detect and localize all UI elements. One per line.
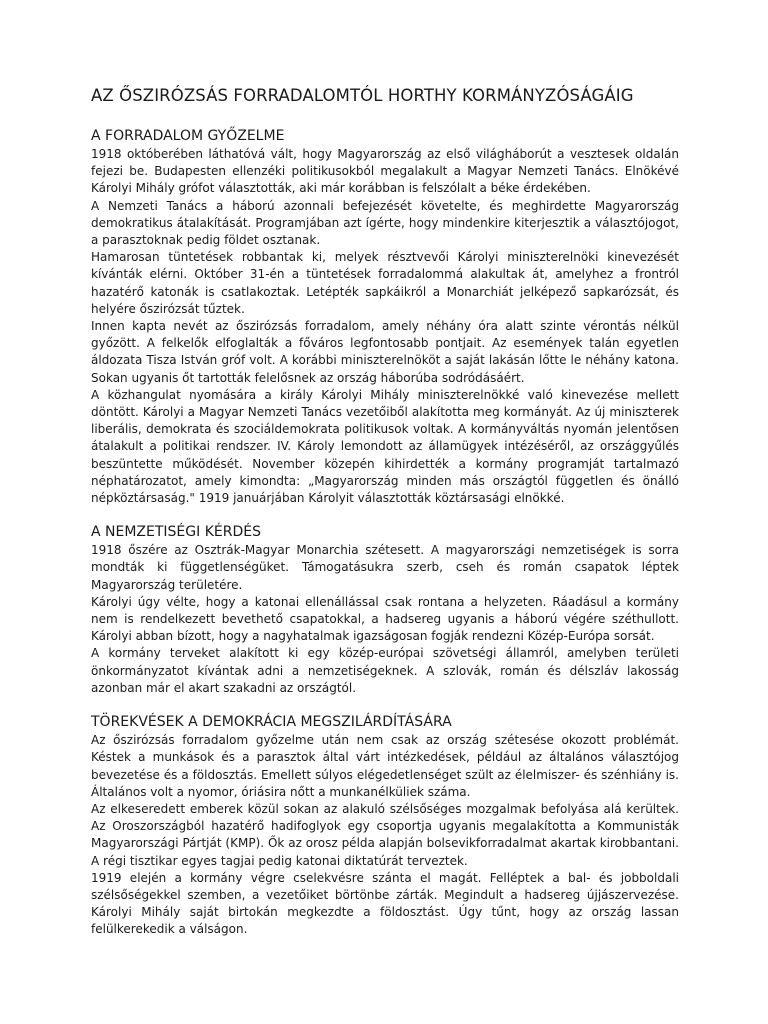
paragraph: A kormány terveket alakított ki egy közép-európai szövetségi államról, amelyben területi önkormányzatot kívántak adni a nemzetiségeknek. A szlovák, román és délszláv lakosság azonban már el akart szakadni az országtól. [91,646,679,695]
paragraph: 1918 őszére az Osztrák-Magyar Monarchia szétesett. A magyarországi nemzetiségek is sorra mondták ki függetlenségüket. Támogatásukra szerb, cseh és román csapatok léptek Magyarország területére. [91,543,679,592]
section-forradalom-gyozelme [91,126,679,507]
section-heading: A FORRADALOM GYŐZELME [91,128,285,144]
document-title: AZ ŐSZIRÓZSÁS FORRADALOMTÓL HORTHY KORMÁNYZÓSÁGÁIG [91,86,634,105]
section-heading: A NEMZETISÉGI KÉRDÉS [91,524,261,541]
paragraph: 1919 elején a kormány végre cselekvésre szánta el magát. Felléptek a bal- és jobboldali szélsőségekkel szemben, a vezetőiket börtönbe zárták. Megindult a hadsereg újjászervezése. Károlyi Mihály saját birtokán megkezdte a földosztást. Úgy tűnt, hogy az ország lassan felülkerekedik a válságon. [91,870,679,937]
paragraph: Károlyi úgy vélte, hogy a katonai ellenállással csak rontana a helyzeten. Ráadásul a kormány nem is rendelkezett bevethető csapatokkal, a hadsereg ugyanis a háború végére széthullott. Károlyi abban bízott, hogy a nagyhatalmak igazságosan fogják rendezni Közép-Európa sorsát. [91,594,679,644]
paragraph: A közhangulat nyomására a király Károlyi Mihály miniszterelnökké való kinevezése mellett döntött. Károlyi a Magyar Nemzeti Tanács vezetőiből alakította meg kormányát. Az új miniszterek liberális, demokrata és szociáldemokrata politikusok voltak. A kormányváltás nyomán jelentősen átalakult a politikai rendszer. IV. Károly lemondott az államügyek intézéséről, az országgyűlés beszüntette működését. November közepén kihirdették a kormány programját tartalmazó néphatározatot, amely kimondta: „Magyarország minden más országtól független és önálló népköztársaság." 1919 januárjában Károlyit választották köztársasági elnökké. [91,387,679,506]
paragraph: Hamarosan tüntetések robbantak ki, melyek résztvevői Károlyi miniszterelnöki kinevezését kívánták elérni. Október 31-én a tüntetések forradalommá alakultak át, amelyhez a frontról hazatérő katonák is csatlakoztak. Letépték sapkáikról a Monarchiát jelképező sapkarózsát, és helyére őszirózsát tűztek. [91,250,679,316]
paragraph: Az őszirózsás forradalom győzelme után nem csak az ország szétesése okozott problémát. Késtek a munkások és a parasztok által várt intézkedések, például az általános választójog bevezetése és a földosztás. Emellett súlyos elégedetlenséget szült az élelmiszer- és szénhiány is. Általános volt a nyomor, óriásira nőtt a munkanélküliek száma. [91,733,679,799]
section-demokracia-megszilarditasa [91,712,679,938]
paragraph: 1918 októberében láthatóvá vált, hogy Magyarország az első világháborút a vesztesek oldalán fejezi be. Budapesten ellenzéki politikusokból megalakult a Magyar Nemzeti Tanács. Elnökévé Károlyi Mihály grófot választották, aki már korábban is felszólalt a béke érdekében. [91,147,679,196]
section-heading: TÖREKVÉSEK A DEMOKRÁCIA MEGSZILÁRDÍTÁSÁRA [91,714,452,731]
section-nemzetisegi-kerdes [91,522,679,697]
paragraph: A Nemzeti Tanács a háború azonnali befejezését követelte, és meghirdette Magyarország demokratikus átalakítását. Programjában azt ígérte, hogy mindenkire kiterjesztik a választójogot, a parasztoknak pedig földet osztanak. [91,198,679,248]
document-page [91,84,679,954]
paragraph: Az elkeseredett emberek közül sokan az alakuló szélsőséges mozgalmak befolyása alá kerültek. Az Oroszországból hazatérő hadifoglyok egy csoportja ugyanis megalakította a Kommunisták Magyarországi Pártját (KMP). Ők az orosz példa alapján bolsevikforradalmat akartak kirobbantani. A régi tisztikar egyes tagjai pedig katonai diktatúrát terveztek. [91,801,679,868]
paragraph: Innen kapta nevét az őszirózsás forradalom, amely néhány óra alatt szinte vérontás nélkül győzött. A felkelők elfoglalták a főváros legfontosabb pontjait. Az események talán egyetlen áldozata Tisza István gróf volt. A korábbi miniszterelnököt a saját lakásán lőtte le néhány katona. Sokan ugyanis őt tartották felelősnek az ország háborúba sodródásáért. [91,319,679,385]
